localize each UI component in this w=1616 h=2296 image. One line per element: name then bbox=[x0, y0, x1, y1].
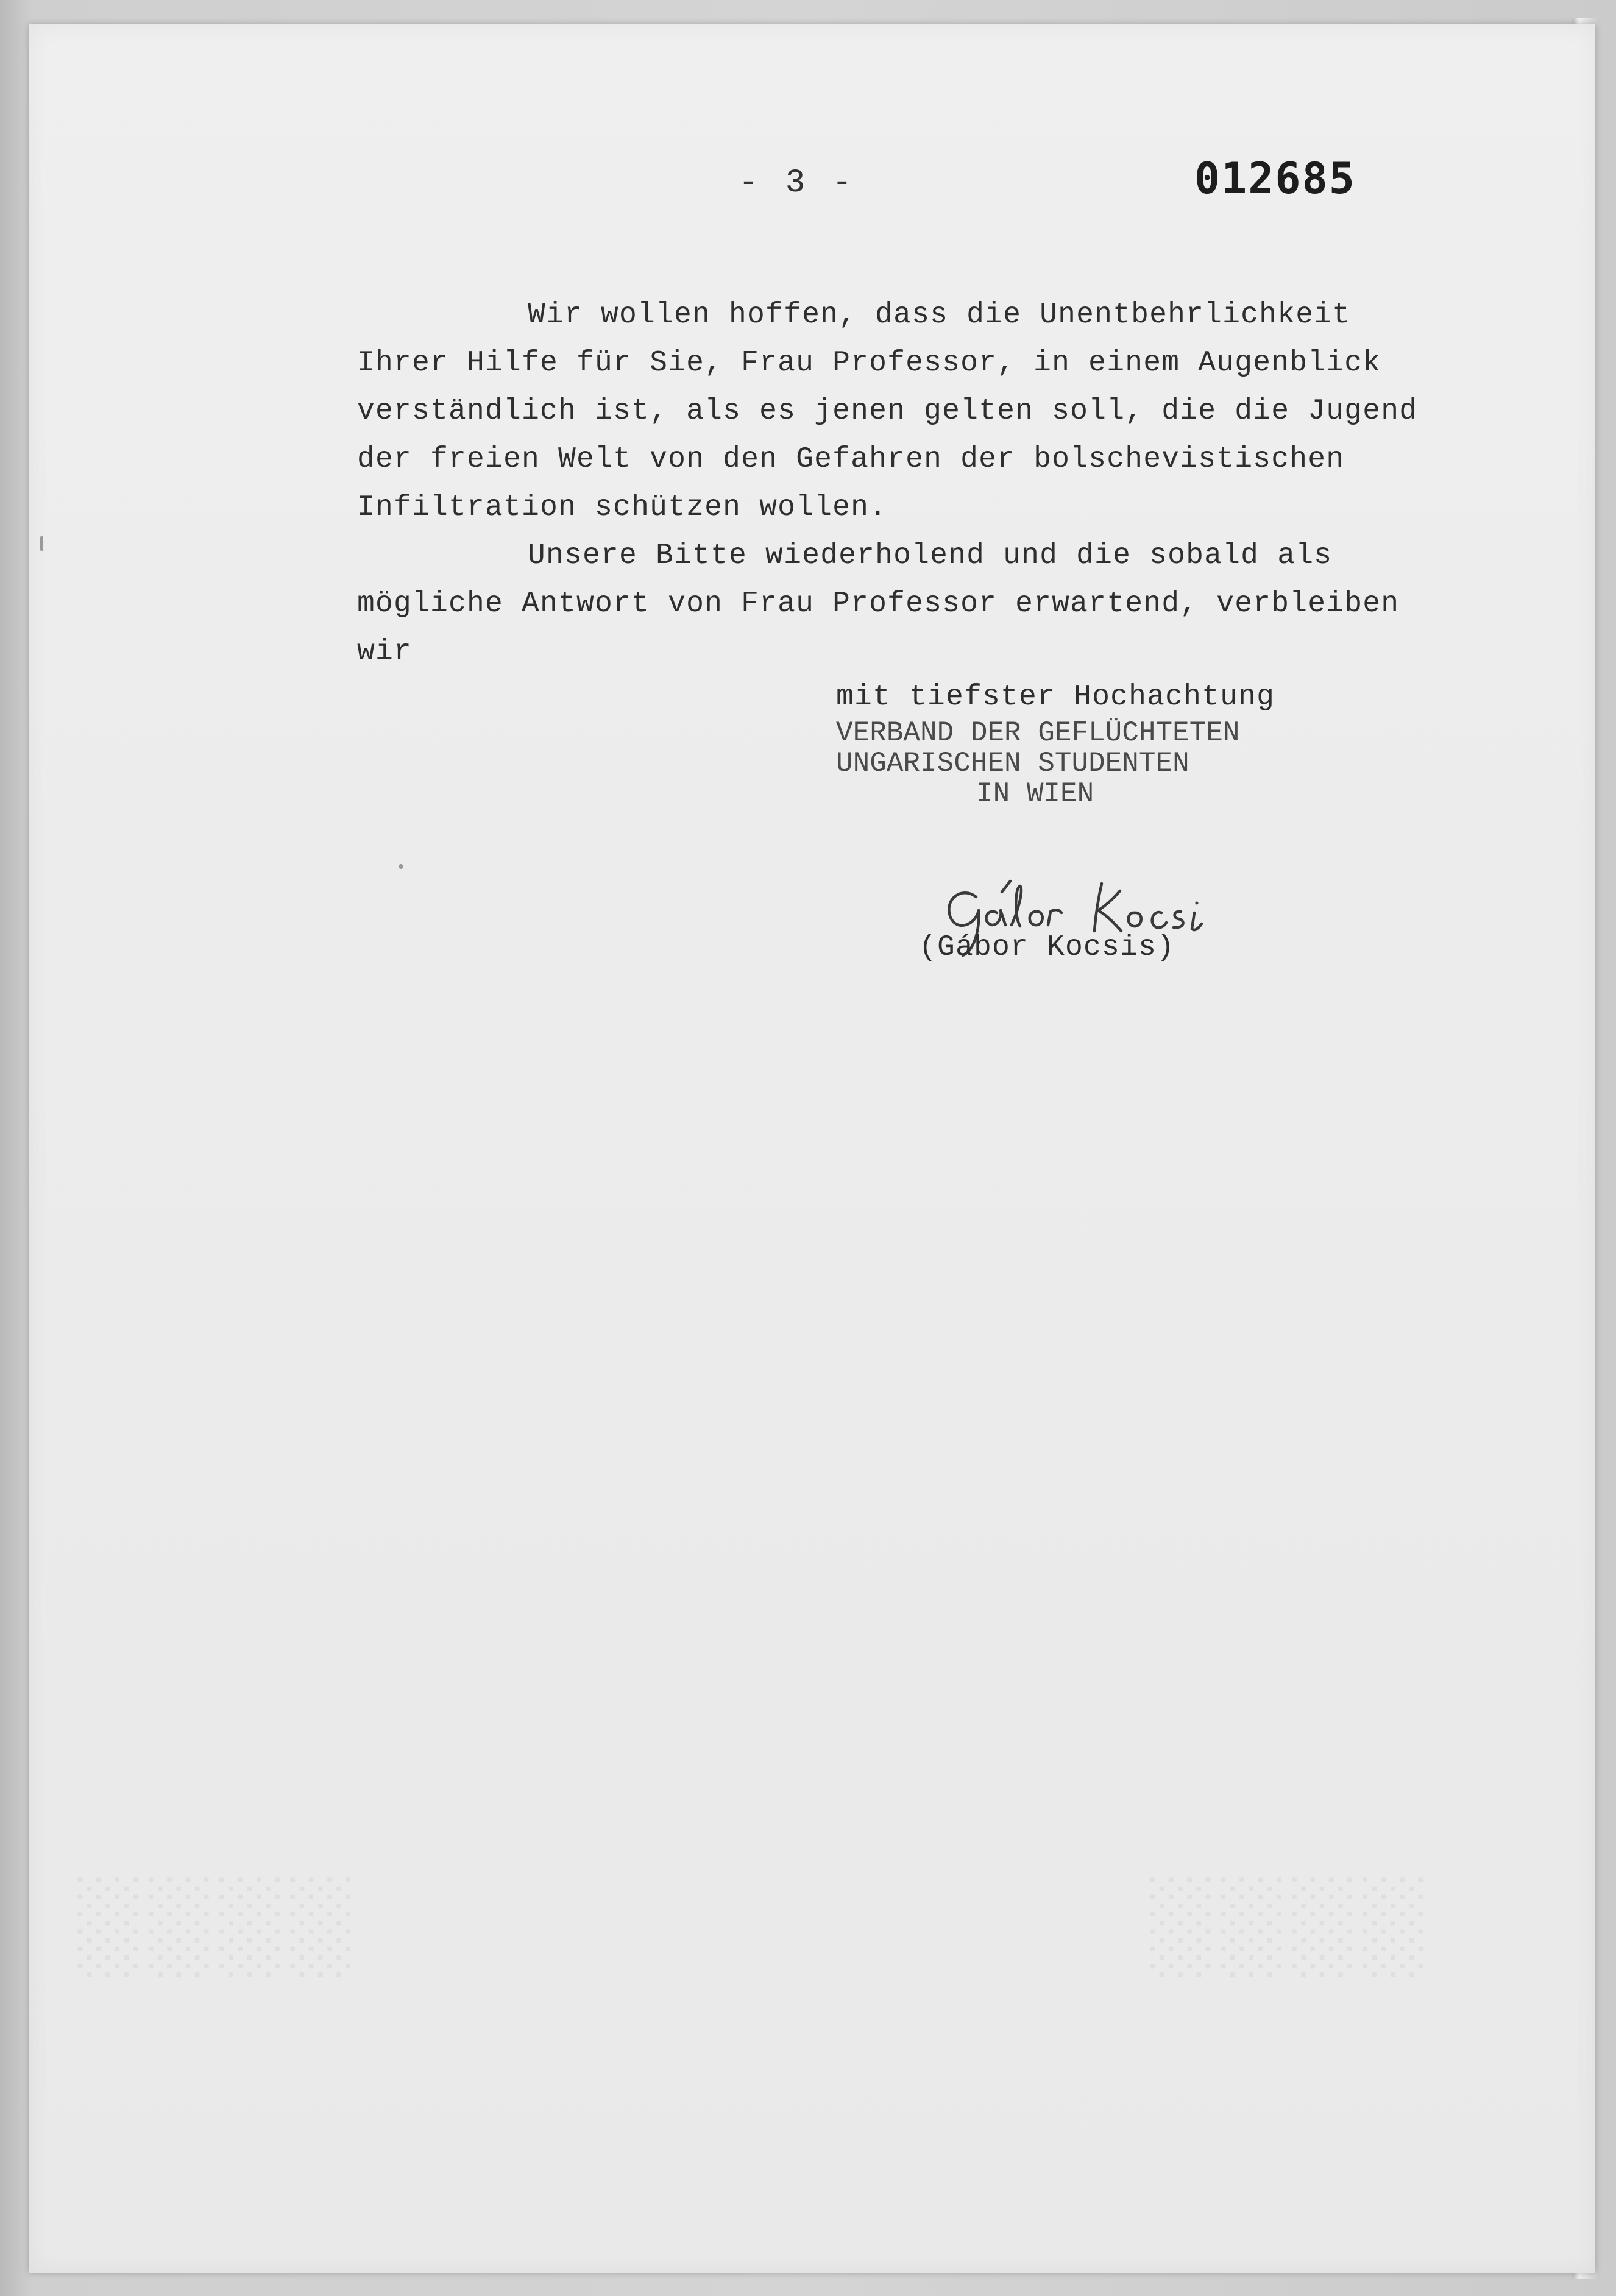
organization-line: VERBAND DER GEFLÜCHTETEN bbox=[836, 717, 1240, 749]
paragraph-line: der freien Welt von den Gefahren der bolschevistischen bbox=[357, 443, 1345, 476]
paragraph-line: Unsere Bitte wiederholend und die sobald als bbox=[528, 539, 1333, 572]
paper-speck bbox=[40, 536, 43, 551]
paragraph-line: Ihrer Hilfe für Sie, Frau Professor, in einem Augenblick bbox=[357, 347, 1381, 380]
paragraph-line: verständlich ist, als es jenen gelten soll, die die Jugend bbox=[357, 395, 1418, 428]
paragraph-line: wir bbox=[357, 636, 413, 668]
paragraph-line: Wir wollen hoffen, dass die Unentbehrlichkeit bbox=[528, 299, 1351, 331]
signatory-name: (Gábor Kocsis) bbox=[919, 931, 1175, 964]
bleed-through-marks bbox=[73, 1871, 356, 1975]
page-number: - 3 - bbox=[739, 165, 856, 202]
letter-body bbox=[357, 291, 1490, 676]
salutation: mit tiefster Hochachtung bbox=[836, 681, 1275, 714]
organization-line: IN WIEN bbox=[976, 778, 1094, 810]
document-number: 012685 bbox=[1194, 154, 1356, 204]
paragraph-line: mögliche Antwort von Frau Professor erwartend, verbleiben bbox=[357, 587, 1400, 620]
paragraph-line: Infiltration schützen wollen. bbox=[357, 491, 888, 524]
closing-block bbox=[836, 676, 1384, 809]
bleed-through-marks bbox=[1146, 1871, 1429, 1975]
organization-line: UNGARISCHEN STUDENTEN bbox=[836, 748, 1189, 779]
paper-speck bbox=[399, 864, 403, 869]
